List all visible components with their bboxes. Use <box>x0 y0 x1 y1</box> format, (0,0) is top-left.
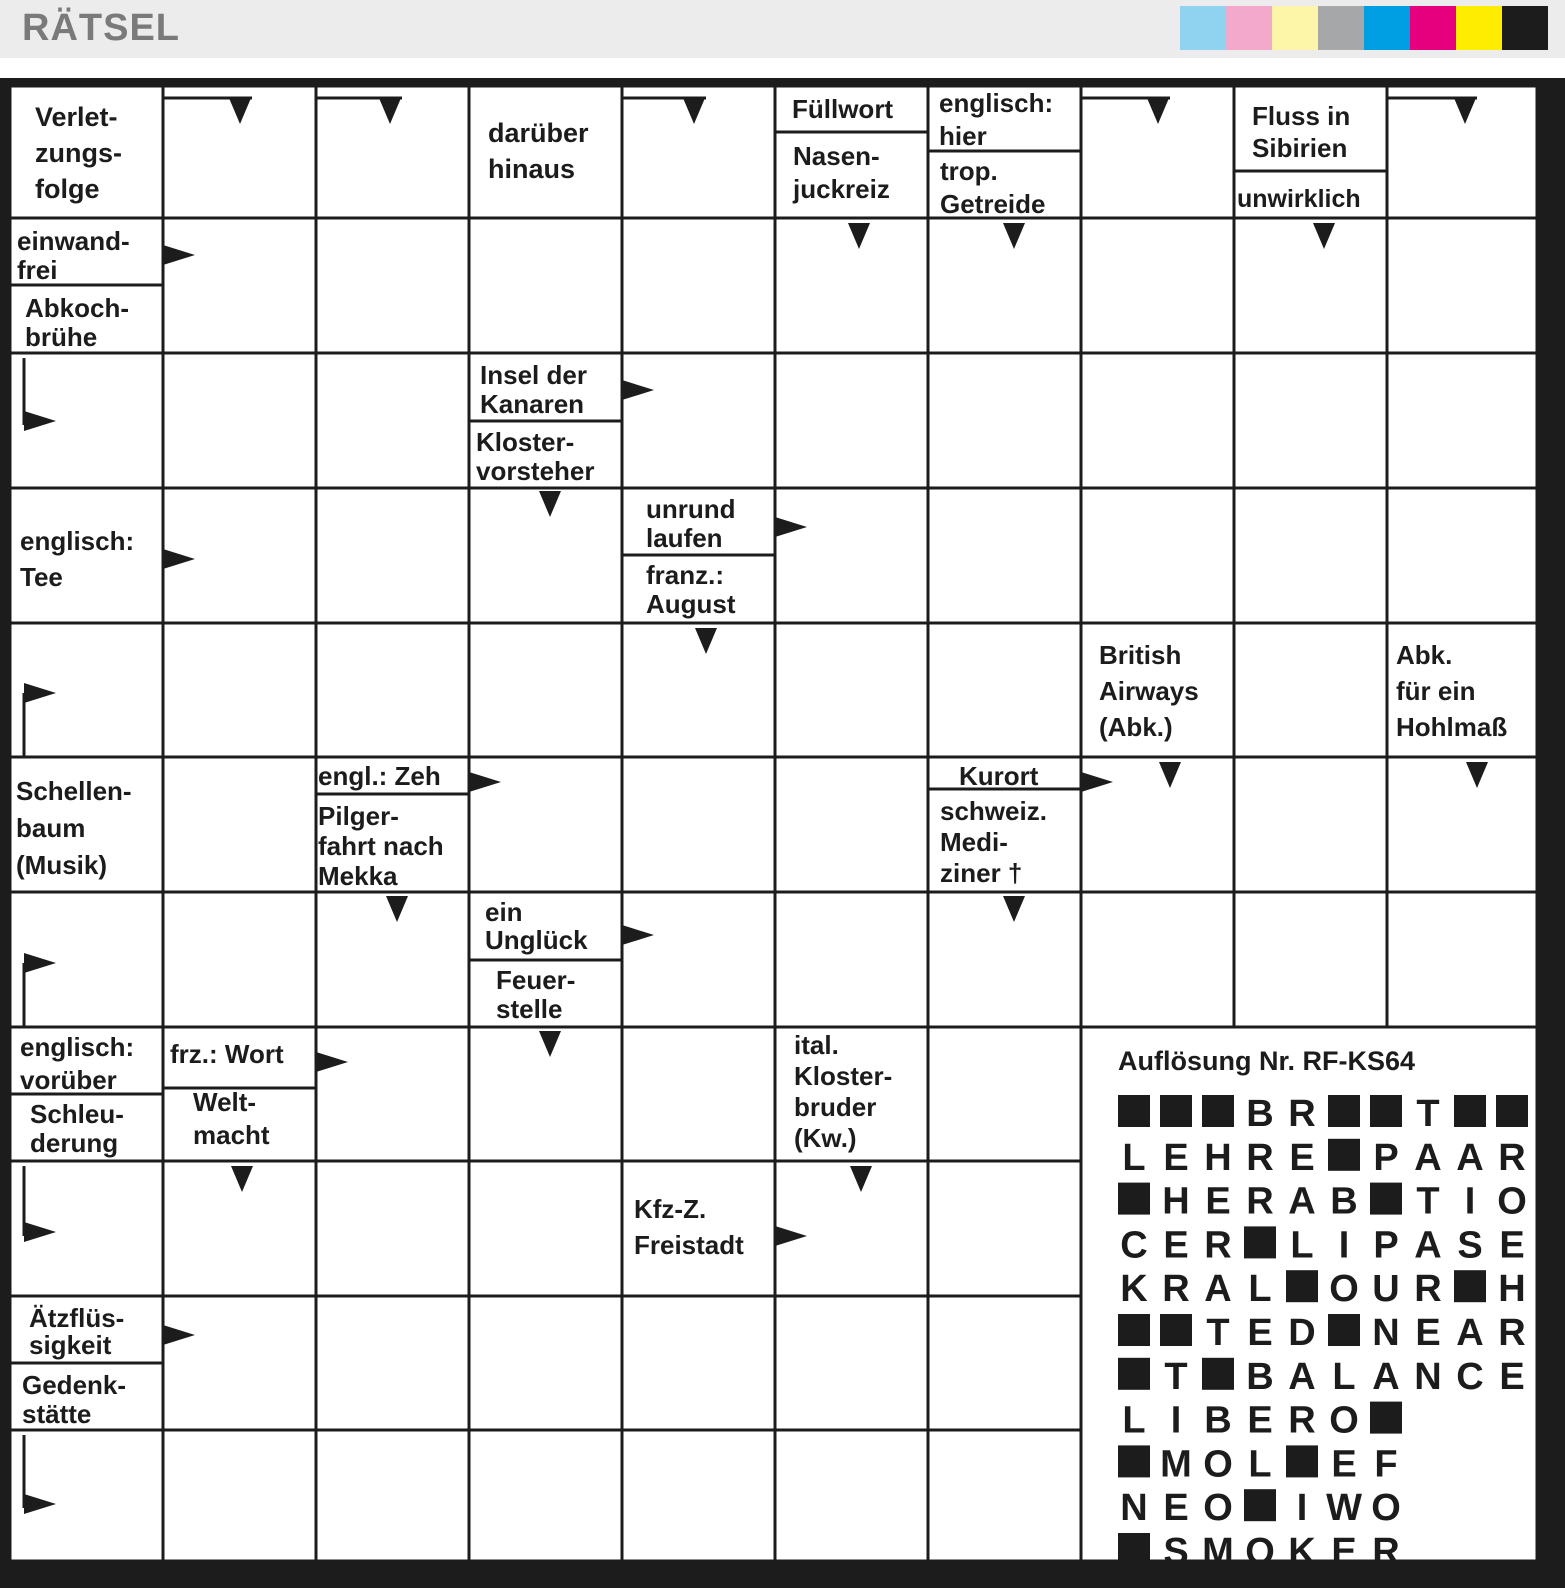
grid-cell[interactable] <box>318 894 468 1026</box>
solution-letter: O <box>1497 1180 1527 1223</box>
clue-line: Sibirien <box>1252 133 1348 163</box>
clue-line: fahrt nach <box>318 831 444 861</box>
clue-line: Gedenk- <box>22 1370 127 1400</box>
solution-letter: P <box>1373 1224 1399 1267</box>
clue-line: August <box>646 589 736 619</box>
clue-line: Schellen- <box>16 776 132 806</box>
grid-cell[interactable] <box>471 490 621 622</box>
solution-block <box>1118 1445 1150 1477</box>
solution-letter: B <box>1330 1180 1358 1223</box>
grid-cell[interactable] <box>624 759 774 891</box>
grid-cell[interactable] <box>777 894 927 1026</box>
clue-line: schweiz. <box>940 796 1047 826</box>
solution-letter: N <box>1414 1355 1442 1398</box>
solution-letter: L <box>1248 1443 1272 1486</box>
clue-line: Abk. <box>1396 640 1453 670</box>
solution-letter: P <box>1373 1136 1399 1179</box>
grid-cell[interactable] <box>1389 220 1536 352</box>
solution-letter: E <box>1163 1224 1189 1267</box>
clue-line: Unglück <box>485 925 588 955</box>
grid-cell[interactable] <box>777 1163 927 1295</box>
clue-line: zungs- <box>35 138 122 168</box>
grid-cell[interactable] <box>1083 894 1233 1026</box>
grid-cell[interactable] <box>930 1163 1080 1295</box>
grid-cell[interactable] <box>318 490 468 622</box>
grid-cell[interactable] <box>624 220 774 352</box>
solution-block <box>1286 1270 1318 1302</box>
clue-line: brühe <box>25 322 98 352</box>
clue-line: baum <box>16 813 86 843</box>
solution-letter: C <box>1120 1224 1148 1267</box>
grid-cell[interactable] <box>1389 490 1536 622</box>
solution-letter: E <box>1205 1180 1231 1223</box>
clue-line: Feuer- <box>496 965 576 995</box>
solution-letter: I <box>1170 1399 1182 1442</box>
clue-text <box>646 560 736 619</box>
clue-line: Insel der <box>480 360 587 390</box>
grid-cell[interactable] <box>624 1029 774 1160</box>
solution-letter: I <box>1338 1224 1350 1267</box>
solution-letter: E <box>1499 1355 1525 1398</box>
solution-block <box>1118 1095 1150 1127</box>
solution-letter: E <box>1247 1312 1273 1354</box>
clue-line: ital. <box>794 1030 839 1060</box>
clue-line: Getreide <box>940 189 1046 219</box>
grid-cell[interactable] <box>318 220 468 352</box>
solution-letter: T <box>1416 1180 1440 1223</box>
solution-letter: E <box>1247 1399 1273 1442</box>
solution-letter: R <box>1498 1312 1526 1354</box>
clue-line: macht <box>193 1120 270 1150</box>
solution-letter: O <box>1245 1531 1275 1573</box>
solution-letter: B <box>1246 1093 1274 1135</box>
solution-letter: L <box>1248 1268 1272 1311</box>
clue-line: laufen <box>646 523 723 553</box>
grid-cell[interactable] <box>318 355 468 487</box>
clue-line: (Musik) <box>16 850 107 880</box>
grid-cell[interactable] <box>471 220 621 352</box>
solution-letter: L <box>1122 1136 1146 1179</box>
grid-cell[interactable] <box>1236 625 1386 756</box>
clue-line: unrund <box>646 494 736 524</box>
solution-block <box>1496 1095 1528 1127</box>
solution-block <box>1370 1183 1402 1215</box>
grid-cell[interactable] <box>165 1432 315 1560</box>
grid-cell[interactable] <box>930 1432 1080 1560</box>
solution-letter: K <box>1288 1531 1316 1573</box>
solution-letter: N <box>1372 1312 1400 1354</box>
clue-text <box>792 94 893 124</box>
grid-cell[interactable] <box>624 355 774 487</box>
grid-cell[interactable] <box>777 355 927 487</box>
grid-cell[interactable] <box>1083 490 1233 622</box>
clue-line: ein <box>485 897 523 927</box>
grid-cell[interactable] <box>165 220 315 352</box>
solution-letter: I <box>1296 1487 1308 1530</box>
solution-letter: A <box>1414 1224 1442 1267</box>
solution-letter: B <box>1246 1355 1274 1398</box>
grid-cell[interactable] <box>777 1298 927 1429</box>
grid-cell[interactable] <box>930 625 1080 756</box>
solution-letter: L <box>1332 1355 1356 1398</box>
clue-line: Welt- <box>193 1087 257 1117</box>
grid-cell[interactable] <box>1389 355 1536 487</box>
grid-cell[interactable] <box>12 1432 162 1560</box>
clue-line: Kloster- <box>794 1061 893 1091</box>
solution-letter: M <box>1160 1443 1192 1486</box>
solution-letter: T <box>1164 1355 1188 1398</box>
solution-letter: O <box>1203 1443 1233 1486</box>
grid-cell[interactable] <box>777 759 927 891</box>
clue-line: Airways <box>1099 676 1199 706</box>
grid-cell[interactable] <box>165 759 315 891</box>
grid-cell[interactable] <box>777 625 927 756</box>
clue-line: Füllwort <box>792 94 894 124</box>
grid-cell[interactable] <box>777 220 927 352</box>
clue-line: für ein <box>1396 676 1476 706</box>
solution-letter: A <box>1372 1355 1400 1398</box>
solution-letter: L <box>1290 1224 1314 1267</box>
solution-title: Auflösung Nr. RF-KS64 <box>1118 1046 1416 1076</box>
grid-cell[interactable] <box>1236 894 1386 1026</box>
solution-block <box>1160 1314 1192 1346</box>
clue-line: Medi- <box>940 827 1008 857</box>
solution-letter: O <box>1329 1268 1359 1311</box>
solution-letter: B <box>1204 1399 1232 1442</box>
clue-text <box>318 761 441 791</box>
clue-text <box>1237 185 1361 213</box>
grid-cell[interactable] <box>165 894 315 1026</box>
solution-block <box>1202 1095 1234 1127</box>
grid-cell[interactable] <box>471 1298 621 1429</box>
clue-line: Hohlmaß <box>1396 712 1508 742</box>
grid-cell[interactable] <box>165 1298 315 1429</box>
grid-cell[interactable] <box>165 355 315 487</box>
solution-letter: W <box>1326 1487 1362 1530</box>
grid-cell[interactable] <box>1236 759 1386 891</box>
solution-letter: E <box>1331 1443 1357 1486</box>
grid-cell[interactable] <box>318 1029 468 1160</box>
solution-letter: L <box>1122 1399 1146 1442</box>
solution-letter: D <box>1288 1312 1316 1354</box>
solution-letter: A <box>1288 1180 1316 1223</box>
grid-cell[interactable] <box>318 1163 468 1295</box>
solution-letter: R <box>1498 1136 1526 1179</box>
solution-letter: E <box>1163 1136 1189 1179</box>
clue-line: Kurort <box>959 761 1039 791</box>
clue-line: vorüber <box>20 1065 117 1095</box>
grid-cell[interactable] <box>1083 355 1233 487</box>
solution-letter: S <box>1163 1531 1189 1573</box>
grid-cell[interactable] <box>624 1163 774 1295</box>
solution-letter: C <box>1456 1355 1484 1398</box>
clue-line: Freistadt <box>634 1230 744 1260</box>
solution-letter: R <box>1246 1180 1274 1223</box>
solution-letter: R <box>1288 1399 1316 1442</box>
solution-panel <box>1083 1029 1536 1574</box>
grid-cell[interactable] <box>471 88 621 217</box>
clue-line: frei <box>17 255 58 285</box>
solution-letter: I <box>1464 1180 1476 1223</box>
clue-line: (Abk.) <box>1099 712 1173 742</box>
clue-line: Kloster- <box>476 427 575 457</box>
grid-cell[interactable] <box>930 894 1080 1026</box>
solution-block <box>1244 1226 1276 1258</box>
clue-line: hier <box>939 121 987 151</box>
clue-line: trop. <box>940 156 998 186</box>
clue-line: englisch: <box>20 526 135 556</box>
solution-block <box>1454 1270 1486 1302</box>
grid-cell[interactable] <box>1236 220 1386 352</box>
solution-letter: O <box>1371 1487 1401 1530</box>
solution-letter: R <box>1246 1136 1274 1179</box>
grid-cell[interactable] <box>471 1163 621 1295</box>
clue-line: frz.: Wort <box>170 1039 284 1069</box>
solution-letter: A <box>1456 1136 1484 1179</box>
solution-letter: E <box>1499 1224 1525 1267</box>
grid-cell[interactable] <box>777 1432 927 1560</box>
solution-letter: A <box>1288 1355 1316 1398</box>
solution-block <box>1454 1095 1486 1127</box>
clue-text <box>646 494 736 553</box>
page-title: RÄTSEL <box>22 7 180 49</box>
grid-cell[interactable] <box>1389 759 1536 891</box>
solution-block <box>1370 1095 1402 1127</box>
grid-cell[interactable] <box>165 490 315 622</box>
solution-block <box>1118 1314 1150 1346</box>
grid-cell[interactable] <box>471 1029 621 1160</box>
clue-line: englisch: <box>939 88 1054 118</box>
solution-block <box>1118 1533 1150 1565</box>
grid-cell[interactable] <box>624 1432 774 1560</box>
solution-letter: A <box>1456 1312 1484 1354</box>
grid-cell[interactable] <box>930 355 1080 487</box>
solution-letter: H <box>1204 1136 1232 1179</box>
clue-line: folge <box>35 174 100 204</box>
clue-line: Mekka <box>318 861 398 891</box>
solution-letter: T <box>1206 1312 1230 1354</box>
grid-cell[interactable] <box>318 1432 468 1560</box>
clue-line: stelle <box>496 994 563 1024</box>
clue-line: Nasen- <box>793 141 880 171</box>
clue-line: Fluss in <box>1252 101 1351 131</box>
solution-block <box>1160 1095 1192 1127</box>
clue-line: sigkeit <box>29 1330 112 1360</box>
solution-letter: H <box>1498 1268 1526 1311</box>
grid-cell[interactable] <box>1389 894 1536 1026</box>
clue-line: Kanaren <box>480 389 585 419</box>
solution-block <box>1370 1402 1402 1434</box>
clue-text <box>170 1039 284 1069</box>
grid-cell[interactable] <box>930 220 1080 352</box>
solution-letter: K <box>1120 1268 1148 1311</box>
clue-line: unwirklich <box>1237 185 1361 213</box>
clue-text <box>480 360 587 419</box>
clue-line: stätte <box>22 1399 92 1429</box>
grid-cell[interactable] <box>165 625 315 756</box>
solution-letter: U <box>1372 1268 1400 1311</box>
grid-cell[interactable] <box>471 759 621 891</box>
solution-letter: R <box>1162 1268 1190 1311</box>
clue-line: derung <box>30 1128 119 1158</box>
grid-cell[interactable] <box>1083 759 1233 891</box>
grid-cell[interactable] <box>777 490 927 622</box>
solution-letter: A <box>1204 1268 1232 1311</box>
grid-cell[interactable] <box>624 894 774 1026</box>
clue-line: Kfz-Z. <box>634 1194 707 1224</box>
solution-letter: N <box>1120 1487 1148 1530</box>
solution-block <box>1202 1358 1234 1390</box>
grid-cell[interactable] <box>930 490 1080 622</box>
clue-line: franz.: <box>646 560 724 590</box>
clue-line: Schleu- <box>30 1099 124 1129</box>
clue-line: Abkoch- <box>25 293 129 323</box>
solution-letter: R <box>1204 1224 1232 1267</box>
clue-text <box>30 1099 124 1158</box>
solution-letter: A <box>1414 1136 1442 1179</box>
solution-letter: F <box>1374 1443 1398 1486</box>
solution-letter: E <box>1289 1136 1315 1179</box>
clue-line: engl.: Zeh <box>318 761 441 791</box>
grid-cell[interactable] <box>624 625 774 756</box>
clue-line: Verlet- <box>35 102 118 132</box>
solution-block <box>1328 1314 1360 1346</box>
clue-line: einwand- <box>17 226 130 256</box>
solution-block <box>1328 1095 1360 1127</box>
clue-line: juckreiz <box>793 174 890 204</box>
clue-text <box>959 761 1039 791</box>
clue-text <box>29 1303 124 1360</box>
solution-letter: R <box>1288 1093 1316 1135</box>
solution-block <box>1286 1445 1318 1477</box>
clue-line: British <box>1099 640 1182 670</box>
solution-letter: E <box>1163 1487 1189 1530</box>
footer-code: RF-KS65 <box>828 1564 888 1580</box>
grid-cell[interactable] <box>471 625 621 756</box>
solution-letter: T <box>1416 1093 1440 1135</box>
clue-line: ziner † <box>940 858 1023 888</box>
solution-letter: R <box>1372 1531 1400 1573</box>
grid-cell[interactable] <box>318 1298 468 1429</box>
clue-line: hinaus <box>488 154 576 184</box>
grid-cell[interactable] <box>624 1298 774 1429</box>
grid-cell[interactable] <box>930 1029 1080 1160</box>
clue-line: Pilger- <box>318 801 399 831</box>
clue-line: darüber <box>488 118 589 148</box>
solution-block <box>1118 1358 1150 1390</box>
clue-line: bruder <box>794 1092 877 1122</box>
solution-block <box>1244 1489 1276 1521</box>
grid-cell[interactable] <box>1236 490 1386 622</box>
solution-letter: R <box>1414 1268 1442 1311</box>
grid-cell[interactable] <box>318 625 468 756</box>
solution-letter: O <box>1203 1487 1233 1530</box>
grid-cell[interactable] <box>1083 220 1233 352</box>
grid-cell[interactable] <box>471 1432 621 1560</box>
solution-letter: H <box>1162 1180 1190 1223</box>
solution-letter: M <box>1202 1531 1234 1573</box>
clue-line: (Kw.) <box>794 1123 857 1153</box>
solution-letter: O <box>1329 1399 1359 1442</box>
solution-letter: S <box>1457 1224 1483 1267</box>
clue-line: Ätzflüs- <box>29 1303 125 1333</box>
solution-block <box>1328 1139 1360 1171</box>
grid-cell[interactable] <box>1236 355 1386 487</box>
grid-cell[interactable] <box>930 1298 1080 1429</box>
clue-line: Tee <box>20 562 63 592</box>
solution-block <box>1118 1183 1150 1215</box>
clue-line: englisch: <box>20 1032 135 1062</box>
clue-line: vorsteher <box>476 456 595 486</box>
solution-letter: E <box>1415 1312 1441 1354</box>
solution-letter: E <box>1331 1531 1357 1573</box>
